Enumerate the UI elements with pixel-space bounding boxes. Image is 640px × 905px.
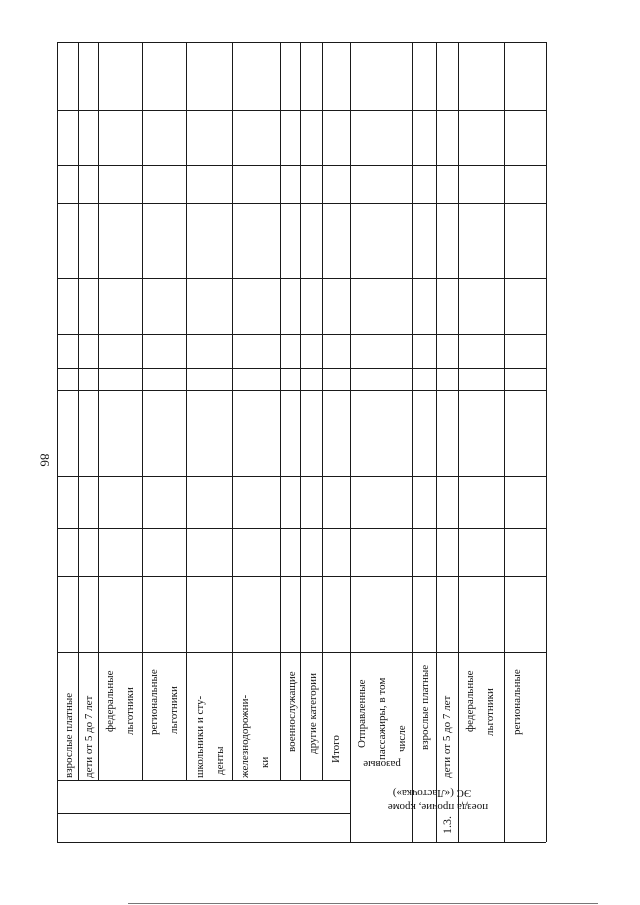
row-label: взрослые платные	[63, 692, 75, 778]
row-label: дети от 5 до 7 лет	[441, 695, 453, 778]
row-label: региональные	[148, 669, 160, 735]
row-label-2: пассажиры, в том	[376, 677, 388, 760]
section-subtitle: разовые	[363, 758, 401, 770]
section-title: поезда прочие, кроме	[387, 801, 489, 813]
row-label-2: ки	[259, 756, 271, 768]
row-label-2: денты	[214, 746, 226, 775]
row-label: железнодорожни-	[239, 694, 251, 778]
row-label-2: льготники	[168, 686, 180, 734]
row-label: Итого	[330, 735, 342, 763]
row-label: военнослужащие	[286, 671, 298, 752]
row-label-3: числе	[396, 725, 408, 752]
row-label: Отправленные	[356, 679, 368, 748]
row-label: региональные	[511, 669, 523, 735]
page-number: 86	[37, 453, 53, 467]
row-label: федеральные	[464, 670, 476, 732]
section-number: 1.3.	[440, 816, 454, 834]
section-title: ЭС («Ласточка»)	[392, 787, 472, 799]
page-bottom-line	[128, 903, 598, 904]
row-label: дети от 5 до 7 лет	[83, 695, 95, 778]
row-label-2: льготники	[484, 688, 496, 736]
row-label: другие категории	[307, 673, 319, 754]
row-label-2: льготники	[124, 687, 136, 735]
row-label: школьники и сту-	[194, 695, 206, 778]
row-label: взрослые платные	[419, 664, 431, 750]
row-label: федеральные	[104, 670, 116, 732]
